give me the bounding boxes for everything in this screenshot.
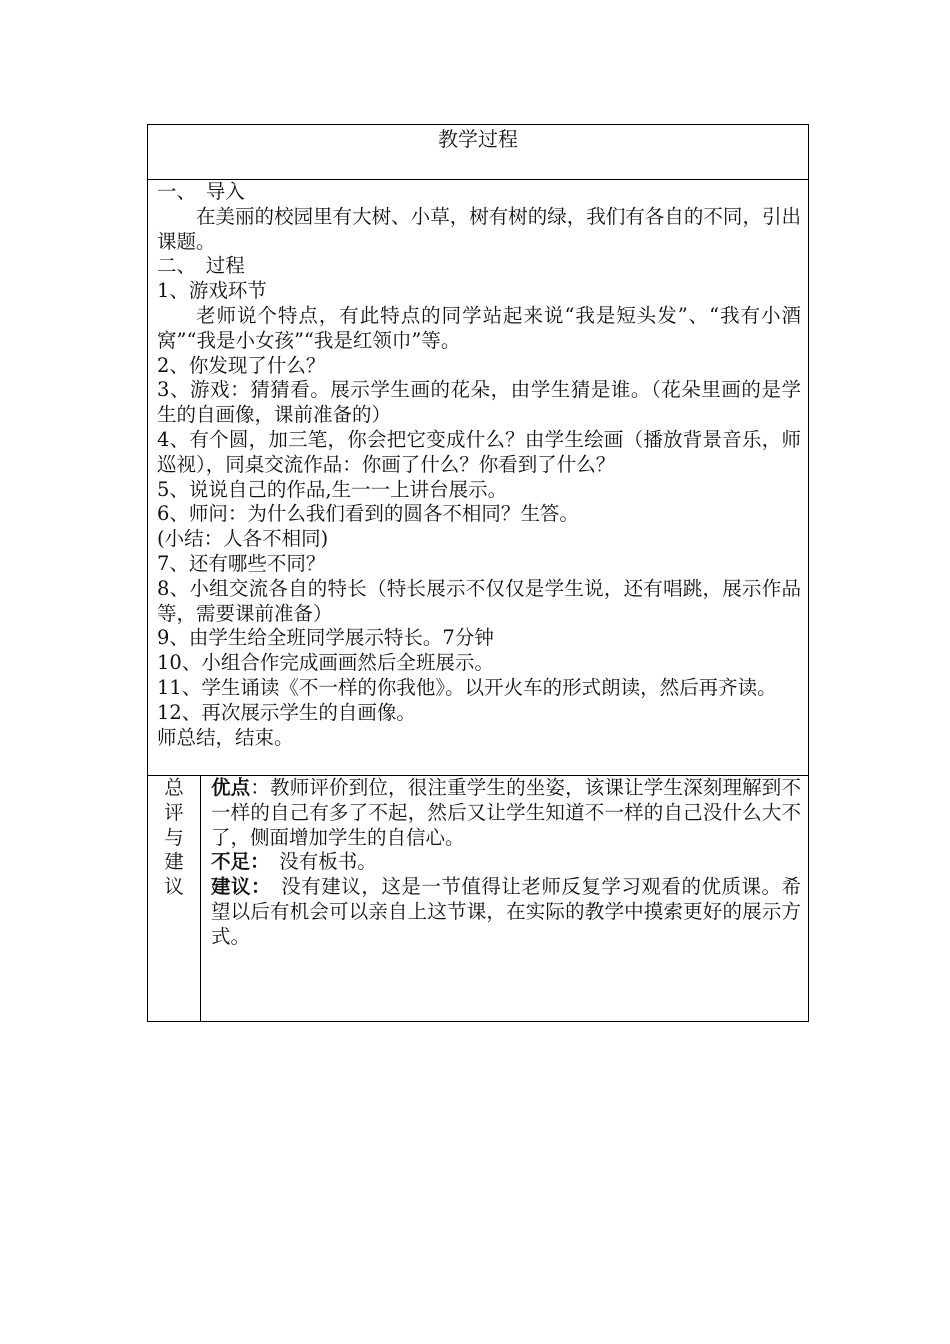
process-line: 6、师问：为什么我们看到的圆各不相同？生答。 xyxy=(157,502,579,526)
suggestion-paragraph xyxy=(211,875,801,949)
weakness-paragraph xyxy=(211,850,801,875)
review-label-cell xyxy=(148,776,201,1021)
process-line: 4、有个圆，加三笔，你会把它变成什么？由学生绘画（播放背景音乐，师巡视），同桌交流作品：你画了什么？你看到了什么？ xyxy=(157,427,801,476)
process-line: 7、还有哪些不同？ xyxy=(157,551,326,575)
process-line: 11、学生诵读《不一样的你我他》。以开火车的形式朗读，然后再齐读。 xyxy=(157,675,777,699)
strengths-paragraph xyxy=(211,776,801,850)
process-line: 老师说个特点，有此特点的同学站起来说“我是短头发”、“我有小酒窝”“我是小女孩”“我是红领巾”等。 xyxy=(157,303,801,352)
process-line: 一、 导入 xyxy=(157,180,245,203)
process-line: 9、由学生给全班同学展示特长。7分钟 xyxy=(157,626,494,650)
strengths-label: 优点 xyxy=(211,776,251,799)
review-label-char: 与 xyxy=(164,825,184,849)
weakness-label: 不足： xyxy=(211,850,260,874)
process-line: 12、再次展示学生的自画像。 xyxy=(157,700,416,724)
weakness-text: 没有板书。 xyxy=(259,850,377,874)
process-line: 8、小组交流各自的特长（特长展示不仅仅是学生说，还有唱跳，展示作品等，需要课前准备） xyxy=(157,576,801,625)
review-label-char: 总 xyxy=(164,776,184,799)
table-title: 教学过程 xyxy=(438,127,518,151)
process-line: 师总结，结束。 xyxy=(157,725,294,749)
suggestion-label: 建议： xyxy=(211,875,262,899)
process-line: 3、游戏：猜猜看。展示学生画的花朵，由学生猜是谁。（花朵里画的是学生的自画像，课前准备的） xyxy=(157,378,801,427)
review-label-char: 评 xyxy=(164,800,184,824)
lesson-table xyxy=(147,124,809,1022)
title-row xyxy=(148,125,808,180)
review-body-cell xyxy=(202,776,808,1021)
process-line: 在美丽的校园里有大树、小草，树有树的绿，我们有各自的不同，引出课题。 xyxy=(157,204,801,253)
process-line: 5、说说自己的作品,生一一上讲台展示。 xyxy=(157,477,508,501)
suggestion-text: 没有建议，这是一节值得让老师反复学习观看的优质课。希望以后有机会可以亲自上这节课，在实际的教学中摸索更好的展示方式。 xyxy=(211,875,801,948)
strengths-text: ：教师评价到位，很注重学生的坐姿，该课让学生深刻理解到不一样的自己有多了不起，然后又让学生知道不一样的自己没什么大不了，侧面增加学生的自信心。 xyxy=(211,776,801,849)
process-line: 10、小组合作完成画画然后全班展示。 xyxy=(157,651,494,675)
process-line: 二、 过程 xyxy=(157,254,245,278)
review-row xyxy=(148,776,808,1021)
process-line: (小结：人各不相同) xyxy=(157,527,329,551)
process-line: 1、游戏环节 xyxy=(157,279,267,303)
review-label-char: 建 xyxy=(164,850,184,874)
review-label-char: 议 xyxy=(164,875,184,899)
teaching-process-cell xyxy=(148,180,808,776)
process-line: 2、你发现了什么？ xyxy=(157,353,326,377)
